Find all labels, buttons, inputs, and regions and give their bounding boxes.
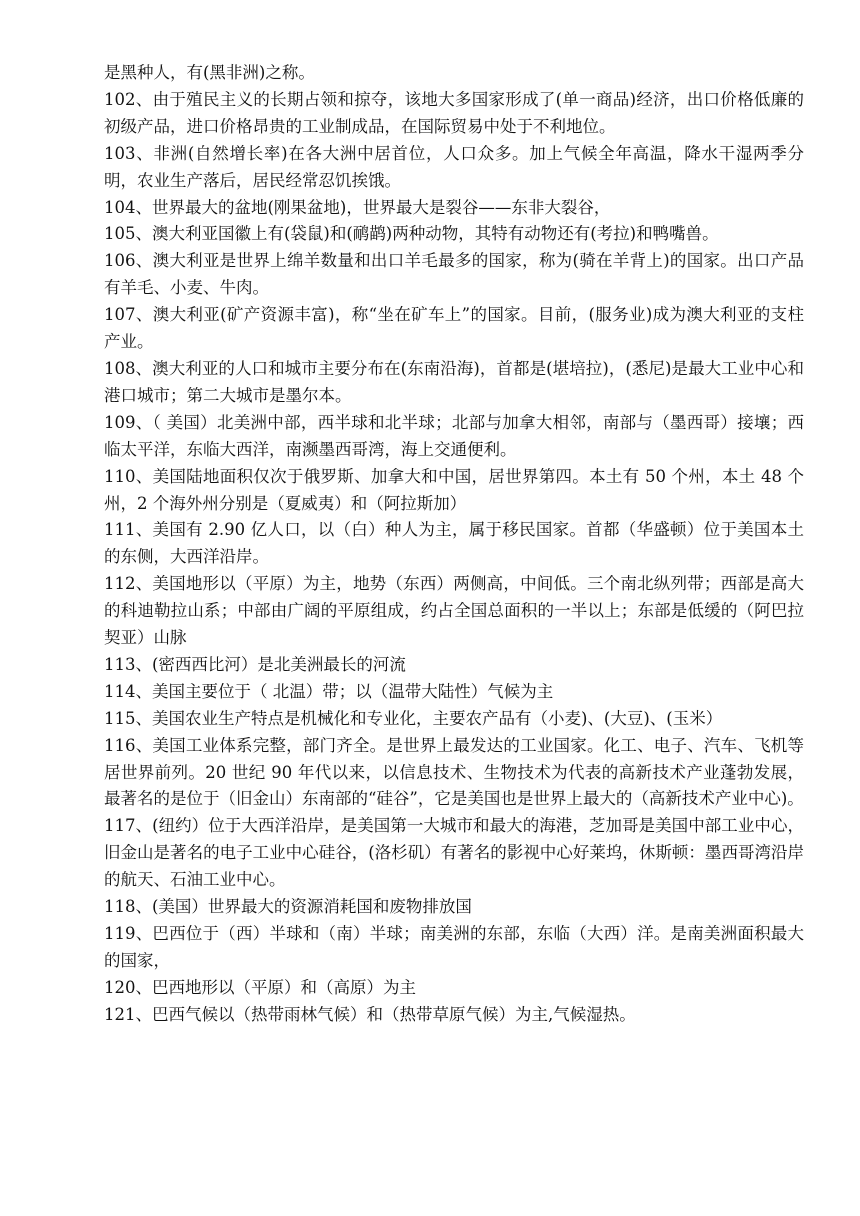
paragraph-105: 105、澳大利亚国徽上有(袋鼠)和(鸸鹋)两种动物，其特有动物还有(考拉)和鸭嘴兽。 xyxy=(104,224,719,244)
paragraph-103: 103、非洲(自然增长率)在各大洲中居首位，人口众多。加上气候全年高温，降水干湿两季分明，农业生产落后，居民经常忍饥挨饿。 xyxy=(104,143,804,190)
paragraph-119: 119、巴西位于（西）半球和（南）半球；南美洲的东部，东临（大西）洋。是南美洲面积最大的国家， xyxy=(104,924,804,970)
paragraph-continuation: 是黑种人，有(黑非洲)之称。 xyxy=(104,63,315,82)
paragraph-108: 108、澳大利亚的人口和城市主要分布在(东南沿海)，首都是(堪培拉)，(悉尼)是最大工业中心和港口城市；第二大城市是墨尔本。 xyxy=(104,358,804,405)
paragraph-118: 118、(美国）世界最大的资源消耗国和废物排放国 xyxy=(104,897,472,917)
paragraph-121: 121、巴西气候以（热带雨林气候）和（热带草原气候）为主,气候湿热。 xyxy=(104,1004,636,1024)
document-body xyxy=(104,60,804,1029)
paragraph-107: 107、澳大利亚(矿产资源丰富)，称“坐在矿车上”的国家。目前，(服务业)成为澳大利亚的支柱产业。 xyxy=(104,305,804,352)
paragraph-110: 110、美国陆地面积仅次于俄罗斯、加拿大和中国，居世界第四。本土有 50 个州，本土 48 个州，2 个海外州分别是（夏威夷）和（阿拉斯加） xyxy=(104,466,804,513)
paragraph-104: 104、世界最大的盆地(刚果盆地)，世界最大是裂谷——东非大裂谷， xyxy=(104,197,611,217)
paragraph-111: 111、美国有 2.90 亿人口，以（白）种人为主，属于移民国家。首都（华盛顿）位于美国本土的东侧，大西洋沿岸。 xyxy=(104,520,804,567)
paragraph-120: 120、巴西地形以（平原）和（高原）为主 xyxy=(104,977,416,997)
paragraph-102: 102、由于殖民主义的长期占领和掠夺，该地大多国家形成了(单一商品)经济，出口价格低廉的初级产品，进口价格昂贵的工业制成品，在国际贸易中处于不利地位。 xyxy=(104,89,804,136)
paragraph-112: 112、美国地形以（平原）为主，地势（东西）两侧高，中间低。三个南北纵列带；西部是高大的科迪勒拉山系；中部由广阔的平原组成，约占全国总面积的一半以上；东部是低缓的（阿巴拉契亚）山脉 xyxy=(104,574,804,648)
paragraph-117: 117、(纽约）位于大西洋沿岸，是美国第一大城市和最大的海港，芝加哥是美国中部工业中心，旧金山是著名的电子工业中心硅谷，(洛杉矶）有著名的影视中心好莱坞，休斯顿：墨西哥湾沿岸的航天、石油工业中心。 xyxy=(104,816,804,890)
paragraph-116: 116、美国工业体系完整，部门齐全。是世界上最发达的工业国家。化工、电子、汽车、飞机等居世界前列。20 世纪 90 年代以来，以信息技术、生物技术为代表的高新技术产业蓬勃发展，最著名的是位于（旧金山）东南部的“硅谷”，它是美国也是世界上最大的（高新技术产业中心)。 xyxy=(104,735,804,809)
paragraph-114: 114、美国主要位于（ 北温）带；以（温带大陆性）气候为主 xyxy=(104,681,554,701)
paragraph-109: 109、（ 美国）北美洲中部，西半球和北半球；北部与加拿大相邻，南部与（墨西哥）接壤；西临太平洋，东临大西洋，南濒墨西哥湾，海上交通便利。 xyxy=(104,412,804,459)
paragraph-106: 106、澳大利亚是世界上绵羊数量和出口羊毛最多的国家，称为(骑在羊背上)的国家。出口产品有羊毛、小麦、牛肉。 xyxy=(104,251,804,298)
paragraph-113: 113、(密西西比河）是北美洲最长的河流 xyxy=(104,654,406,674)
paragraph-115: 115、美国农业生产特点是机械化和专业化，主要农产品有（小麦)、(大豆)、(玉米） xyxy=(104,708,723,728)
